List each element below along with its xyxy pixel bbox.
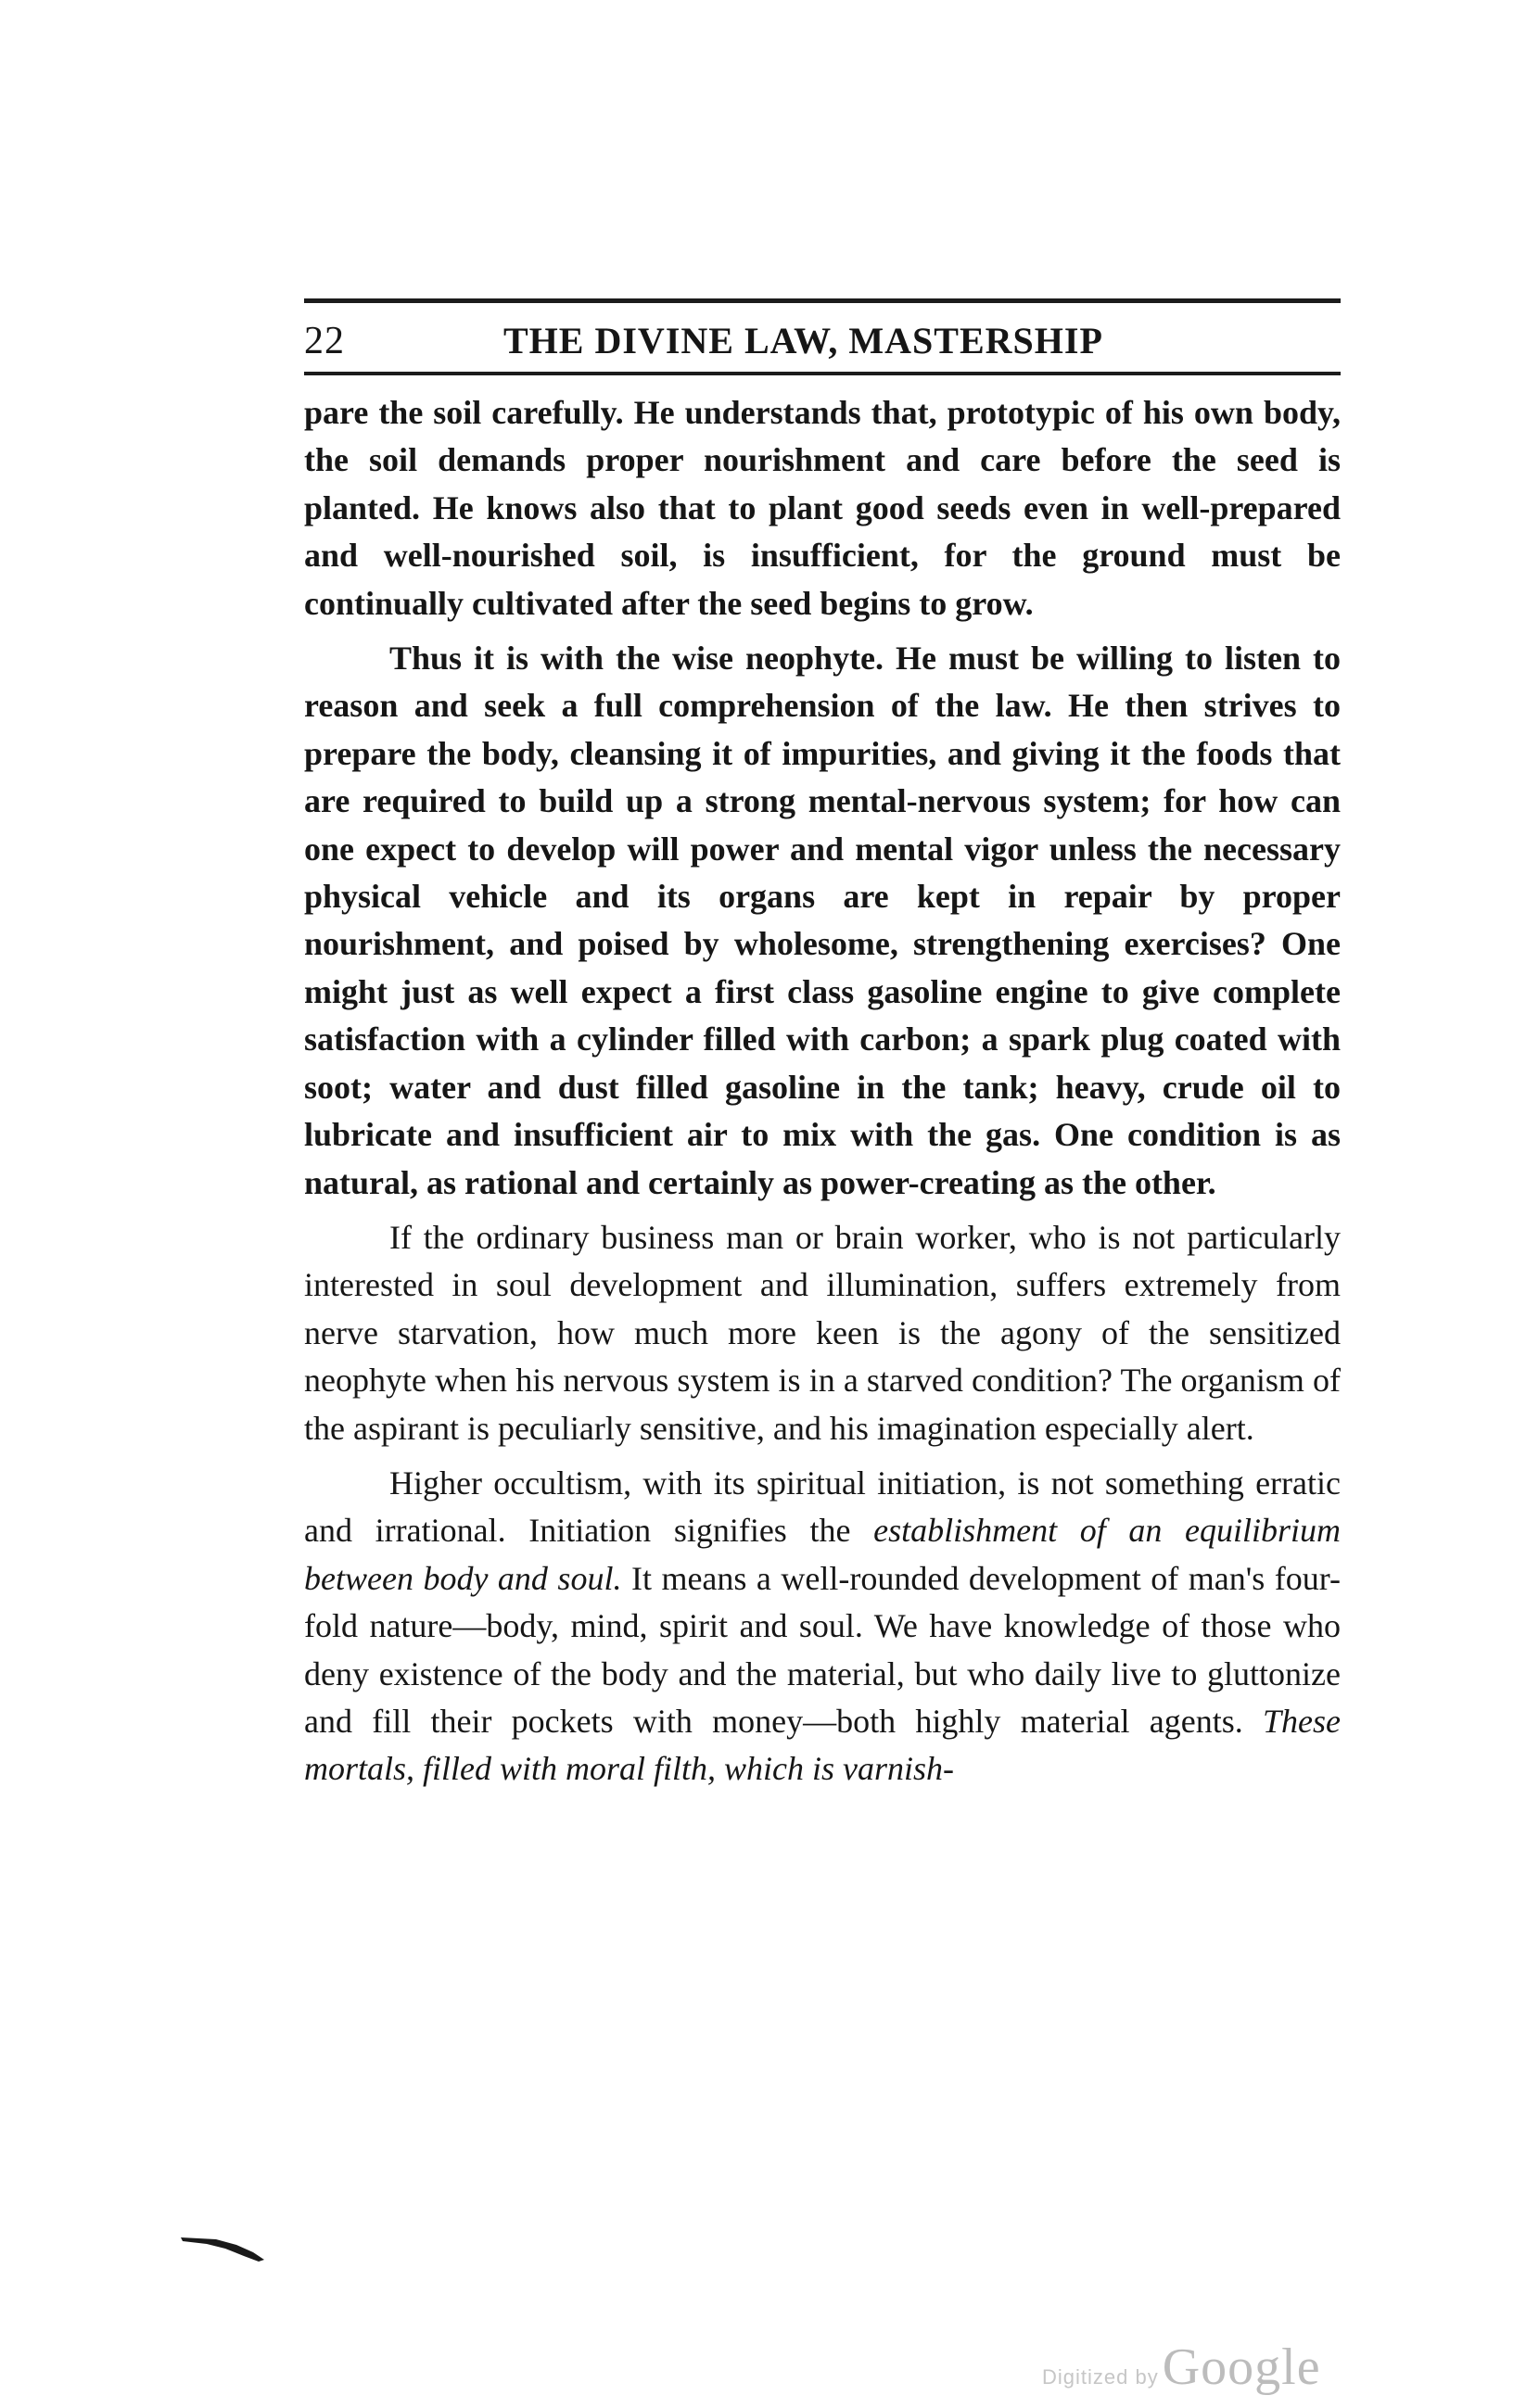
body-text (304, 389, 1341, 1793)
paragraph-business-man: If the ordinary business man or brain worker, who is not particularly interested in soul development and illumination, suffers extremely from nerve starvation, how much more keen is the agony of the sensitized neophyte when his nervous system is in a starved condition? The organism of the aspirant is peculiarly sensitive, and his imagination especially alert. (304, 1218, 1341, 1447)
google-logo: Google (1162, 2338, 1321, 2396)
watermark-prefix: Digitized by (1042, 2365, 1159, 2389)
paragraph-higher-occultism (304, 1460, 1341, 1793)
italic-emphasis: These mortals, filled with moral filth, which is varnish- (304, 1702, 1341, 1788)
header-rule-bottom (304, 372, 1341, 375)
digitized-by-google-watermark (1042, 2338, 1321, 2397)
paragraph-neophyte: Thus it is with the wise neophyte. He must be willing to listen to reason and seek a full comprehension of the law. He then strives to prepare the body, cleansing it of impurities, and giving it the foods that are required to build up a strong mental-nervous system; for how can one expect to develop will power and mental vigor unless the necessary physical vehicle and its organs are kept in repair by proper nourishment, and poised by wholesome, strengthening exercises? One might just as well expect a first class gasoline engine to give complete satisfaction with a cylinder filled with carbon; a spark plug coated with soot; water and dust filled gasoline in the tank; heavy, crude oil to lubricate and insufficient air to mix with the gas. One condition is as natural, as rational and certainly as power-creating as the other. (304, 640, 1341, 1201)
paragraph-continued: pare the soil carefully. He understands that, prototypic of his own body, the soil demands proper nourishment and care before the seed is planted. He knows also that to plant good seeds even in well-prepared and well-nourished soil, is insufficient, for the ground must be continually cultivated after the seed begins to grow. (304, 394, 1341, 622)
running-title: THE DIVINE LAW, MASTERSHIP (503, 320, 1103, 361)
italic-emphasis: establishment of an equilibrium between body and soul. (304, 1512, 1341, 1597)
paragraph-text-segment: It means a well-rounded development of man's four-fold nature—body, mind, spirit and soul. We have knowledge of those who deny existence of the body and the material, but who daily live to gluttonize and fill their pockets with money—both highly material agents. (304, 1559, 1341, 1740)
page-number: 22 (304, 320, 345, 362)
scan-smudge-mark (179, 2228, 272, 2265)
paragraph-text-segment: Higher occultism, with its spiritual initiation, is not something erratic and irrational. Initiation signifies the (304, 1464, 1341, 1550)
header-rule-top (304, 298, 1341, 303)
running-head (304, 315, 1341, 367)
